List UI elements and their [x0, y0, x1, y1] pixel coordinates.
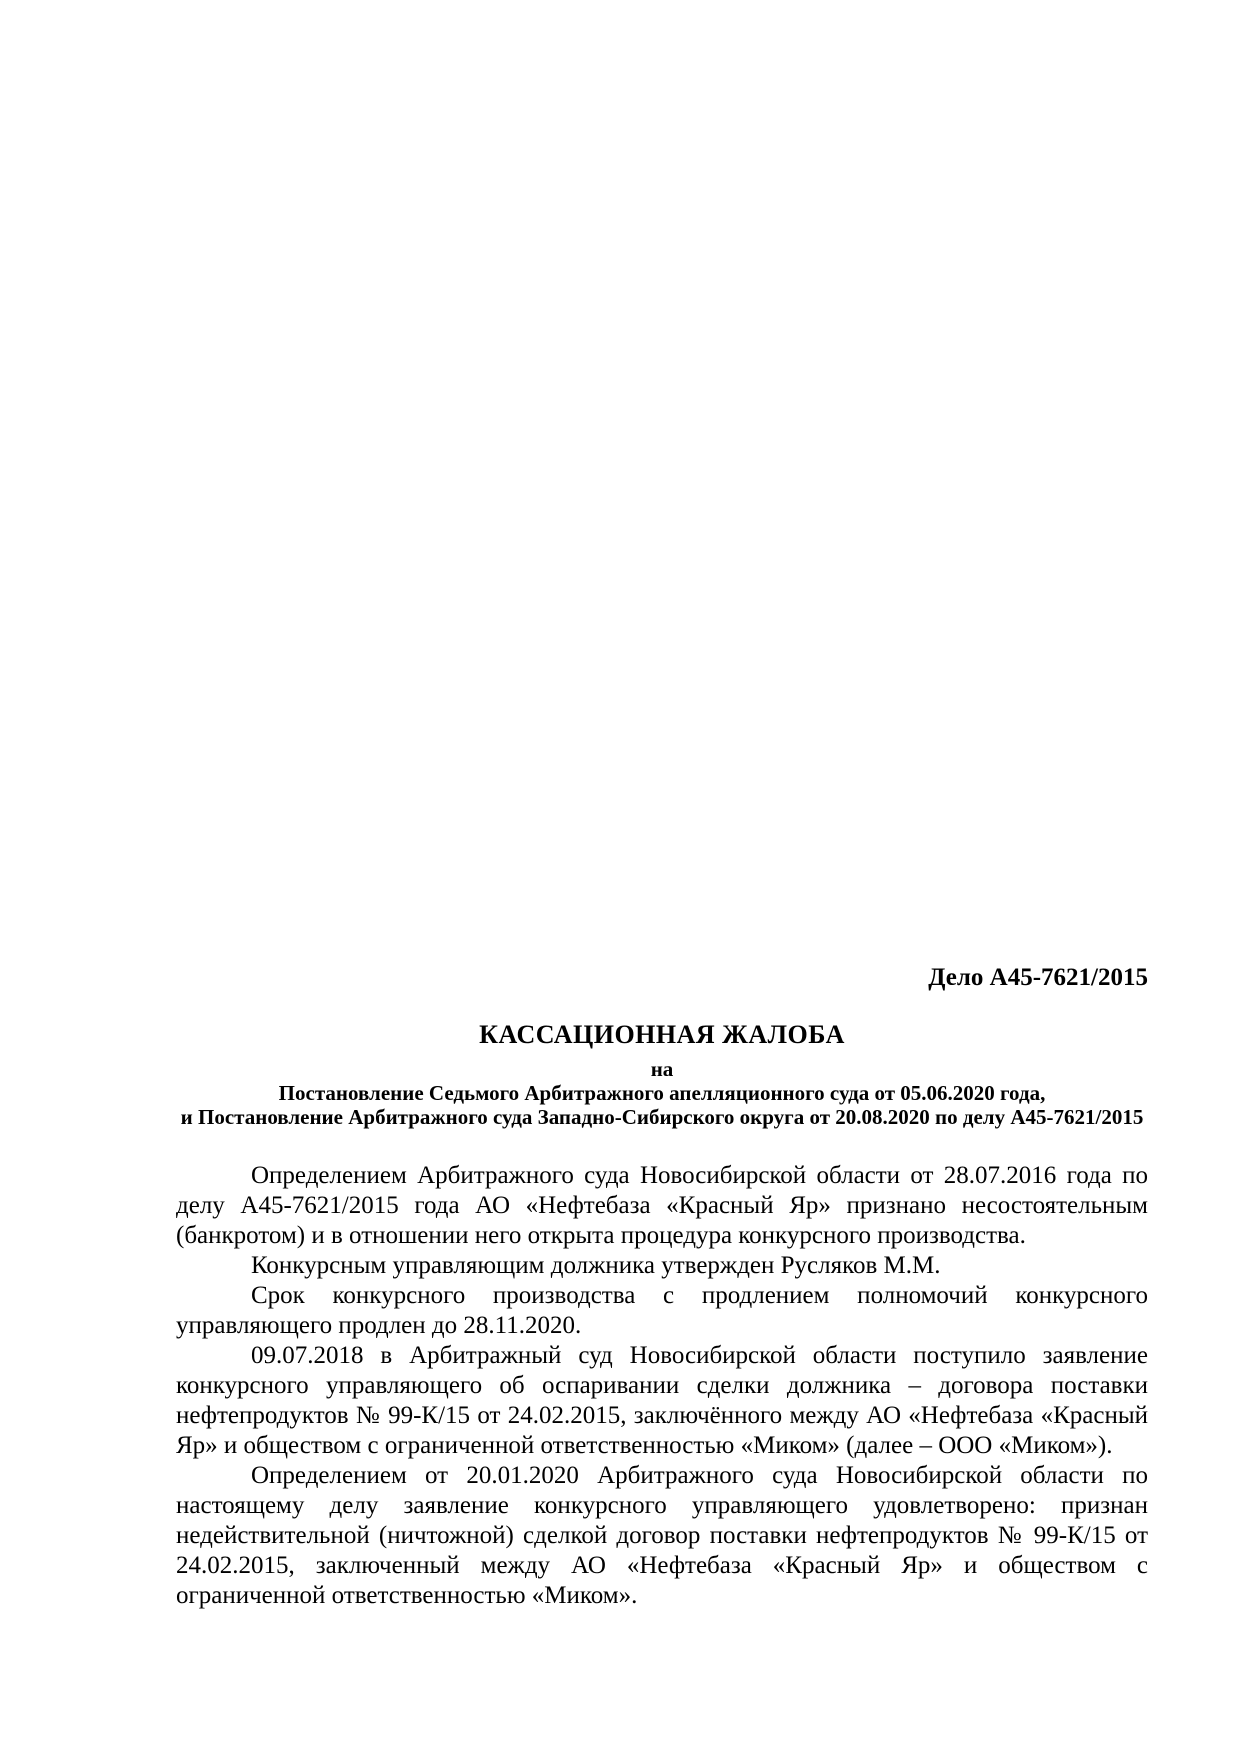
- case-number: Дело А45-7621/2015: [928, 964, 1148, 991]
- paragraph-2: Конкурсным управляющим должника утвержден Русляков М.М.: [251, 1252, 941, 1279]
- document-body: [176, 1161, 1148, 1611]
- paragraph-5: Определением от 20.01.2020 Арбитражного суда Новосибирской области по настоящему делу заявление конкурсного управляющего удовлетворено: признан недействительной (ничтожной) сделкой договор поставки нефтепродуктов № 99-К/15 от 24.02.2015, заключенный между АО «Нефтебаза «Красный Яр» и обществом с ограниченной ответственностью «Миком».: [176, 1462, 1148, 1609]
- paragraph-3: Срок конкурсного производства с продлением полномочий конкурсного управляющего продлен до 28.11.2020.: [176, 1282, 1148, 1339]
- document-content: [176, 963, 1148, 1611]
- title-preposition: на: [650, 1057, 674, 1081]
- paragraph-4: 09.07.2018 в Арбитражный суд Новосибирской области поступило заявление конкурсного управляющего об оспаривании сделки должника – договора поставки нефтепродуктов № 99-К/15 от 24.02.2015, заключённого между АО «Нефтебаза «Красный Яр» и обществом с ограниченной ответственностью «Миком» (далее – ООО «Миком»).: [176, 1342, 1148, 1459]
- paragraph-1: Определением Арбитражного суда Новосибирской области от 28.07.2016 года по делу А45-7621/2015 года АО «Нефтебаза «Красный Яр» признано несостоятельным (банкротом) и в отношении него открыта процедура конкурсного производства.: [176, 1162, 1148, 1249]
- subtitle-line-2: и Постановление Арбитражного суда Западно-Сибирского округа от 20.08.2020 по делу А45-7621/2015: [180, 1105, 1144, 1129]
- document-title: КАССАЦИОННАЯ ЖАЛОБА: [479, 1020, 845, 1049]
- subtitle-line-1: Постановление Седьмого Арбитражного апелляционного суда от 05.06.2020 года,: [278, 1081, 1046, 1105]
